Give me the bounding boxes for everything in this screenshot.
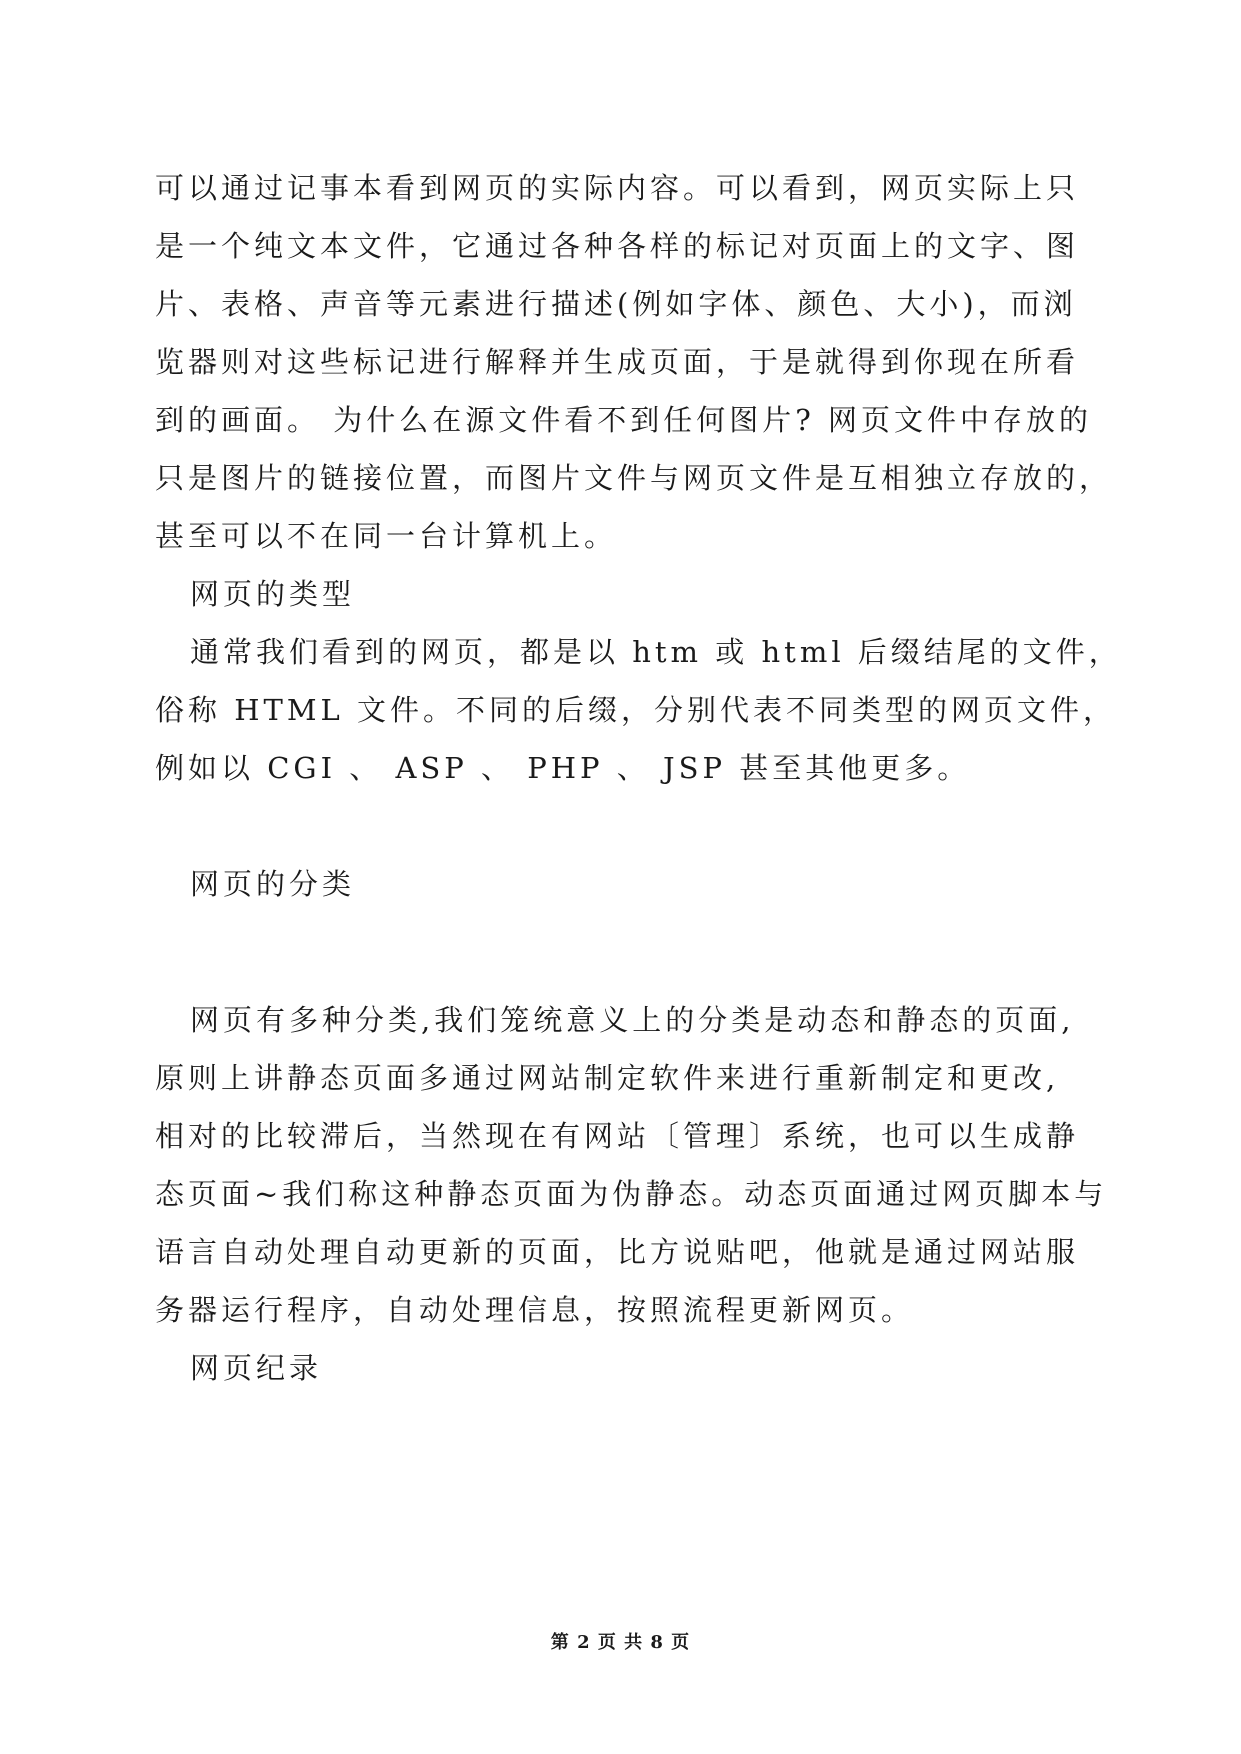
paragraph-line: 例如以 CGI 、 ASP 、 PHP 、 JSP 甚至其他更多。 <box>155 751 971 785</box>
section-heading: 网页纪录 <box>190 1351 323 1385</box>
paragraph-line: 片、表格、声音等元素进行描述(例如字体、颜色、大小)，而浏 <box>155 287 1077 321</box>
paragraph-line: 原则上讲静态页面多通过网站制定软件来进行重新制定和更改, <box>155 1061 1060 1095</box>
paragraph-line: 语言自动处理自动更新的页面，比方说贴吧，他就是通过网站服 <box>155 1235 1080 1269</box>
paragraph-line: 务器运行程序，自动处理信息，按照流程更新网页。 <box>155 1293 915 1327</box>
paragraph-line: 甚至可以不在同一台计算机上。 <box>155 519 618 553</box>
paragraph-line: 只是图片的链接位置，而图片文件与网页文件是互相独立存放的， <box>155 461 1113 495</box>
paragraph-line: 相对的比较滞后，当然现在有网站〔管理〕系统，也可以生成静 <box>155 1119 1080 1153</box>
paragraph-line: 是一个纯文本文件，它通过各种各样的标记对页面上的文字、图 <box>155 229 1080 263</box>
section-heading: 网页的分类 <box>190 867 356 901</box>
paragraph-line: 俗称 HTML 文件。不同的后缀，分别代表不同类型的网页文件， <box>155 693 1117 727</box>
paragraph-line: 到的画面。 为什么在源文件看不到任何图片? 网页文件中存放的 <box>155 403 1092 437</box>
page-number-footer: 第 2 页 共 8 页 <box>550 1632 691 1653</box>
paragraph-line: 网页有多种分类,我们笼统意义上的分类是动态和静态的页面, <box>190 1003 1075 1037</box>
paragraph-line: 态页面~我们称这种静态页面为伪静态。动态页面通过网页脚本与 <box>155 1177 1108 1211</box>
paragraph-line: 览器则对这些标记进行解释并生成页面，于是就得到你现在所看 <box>155 345 1080 379</box>
paragraph-line: 可以通过记事本看到网页的实际内容。可以看到，网页实际上只 <box>155 171 1080 205</box>
paragraph-line: 通常我们看到的网页，都是以 htm 或 html 后缀结尾的文件， <box>190 635 1122 669</box>
section-heading: 网页的类型 <box>190 577 356 611</box>
